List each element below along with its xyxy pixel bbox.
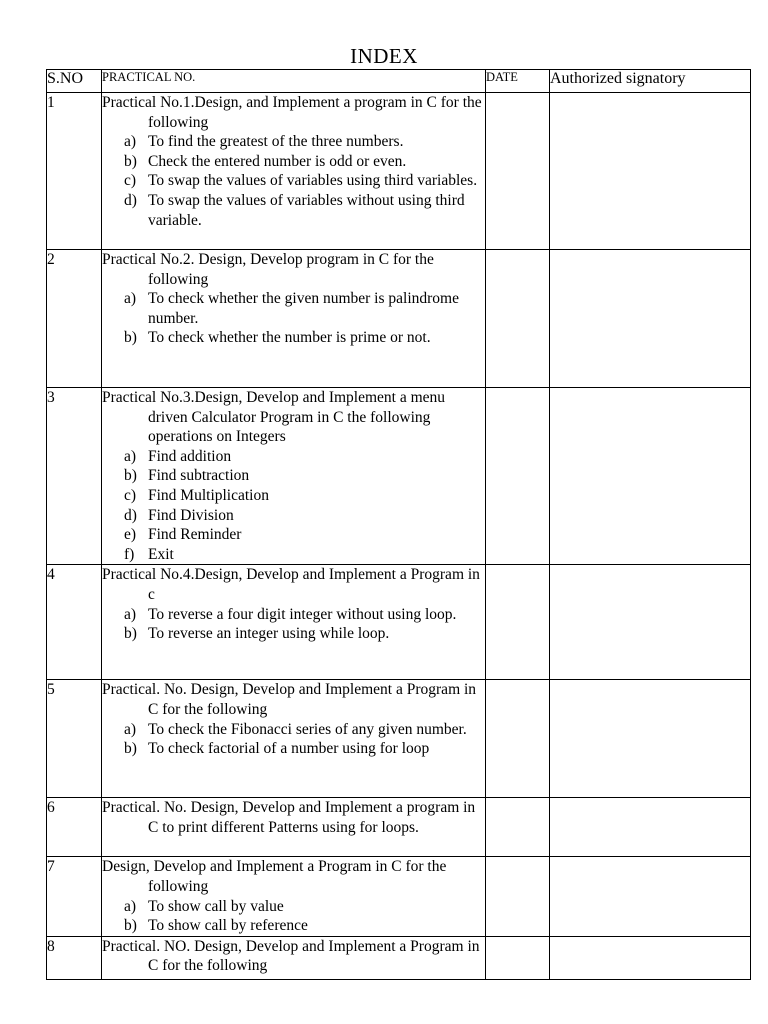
list-item [102,328,485,348]
list-item-text: Check the entered number is odd or even. [148,152,407,170]
list-item-text: To check the Fibonacci series of any given number. [148,720,467,738]
list-item-text: Exit [148,545,174,563]
practical-heading: Practical. NO. Design, Develop and Implement a Program in C for the following [102,937,480,975]
header-sno: S.NO [47,70,102,93]
row-number: 4 [47,565,102,680]
list-item-text: To find the greatest of the three numbers. [148,133,404,151]
row-number: 5 [47,680,102,798]
list-marker: a) [124,720,137,738]
list-marker: d) [124,506,137,524]
list-marker: d) [124,191,137,209]
date-cell [486,565,550,680]
row-number: 1 [47,93,102,250]
list-item [102,289,485,328]
practical-heading: Practical No.2. Design, Develop program in C for the following [102,251,434,288]
signatory-cell [550,680,751,798]
row-number: 7 [47,857,102,936]
list-item-text: Find Division [148,506,234,524]
date-cell [486,680,550,798]
list-marker: b) [124,917,137,935]
list-marker: b) [124,625,137,643]
practical-heading: Practical No.3.Design, Develop and Implement a menu driven Calculator Program in C the following operations on Integers [102,389,446,446]
list-marker: a) [124,605,137,623]
list-marker: a) [124,290,137,308]
list-marker: a) [124,897,137,915]
list-item-text: To check whether the given number is palindrome number. [148,290,459,327]
list-item-text: Find addition [148,447,232,465]
practical-subitems [102,132,485,230]
practical-subitems [102,289,485,348]
practical-description [102,798,486,857]
row-number: 8 [47,936,102,979]
list-item-text: To swap the values of variables without using third variable. [148,191,465,229]
practical-subitems [102,605,485,644]
list-item [102,720,485,740]
list-item-text: Find subtraction [148,467,250,485]
table-row [47,93,751,250]
list-marker: c) [124,172,137,190]
signatory-cell [550,857,751,936]
date-cell [486,250,550,388]
list-item [102,132,485,152]
table-row [47,388,751,565]
list-item-text: To check factorial of a number using for loop [148,740,430,758]
header-signatory: Authorized signatory [550,70,751,93]
date-cell [486,93,550,250]
row-number: 3 [47,388,102,565]
practical-subitems [102,897,485,936]
practical-description [102,857,486,936]
date-cell [486,857,550,936]
list-item-text: To reverse an integer using while loop. [148,625,390,643]
practical-description [102,680,486,798]
table-row [47,680,751,798]
table-row [47,936,751,979]
list-item [102,525,485,545]
practical-heading: Practical No.4.Design, Develop and Implement a Program in c [102,566,480,603]
list-marker: e) [124,526,137,544]
list-item [102,624,485,644]
table-row [47,565,751,680]
page-title: INDEX [350,44,418,68]
list-marker: b) [124,152,137,170]
signatory-cell [550,250,751,388]
practical-subitems [102,720,485,759]
list-item-text: To show call by reference [148,917,308,935]
table-body [47,93,751,980]
header-row [47,70,751,93]
table-row [47,250,751,388]
list-item [102,605,485,625]
practical-description [102,93,486,250]
list-item-text: To show call by value [148,897,284,915]
signatory-cell [550,798,751,857]
list-marker: b) [124,740,137,758]
row-number: 6 [47,798,102,857]
list-marker: a) [124,447,137,465]
table-row [47,857,751,936]
practical-subitems [102,447,485,565]
list-item [102,486,485,506]
list-item [102,739,485,759]
practical-heading: Practical No.1.Design, and Implement a program in C for the following [102,94,482,131]
list-item [102,152,485,172]
practical-heading: Practical. No. Design, Develop and Implement a program in C to print different Patterns using for loops. [102,799,476,836]
header-practical: PRACTICAL NO. [102,70,486,93]
practical-description [102,565,486,680]
practical-description [102,388,486,565]
date-cell [486,388,550,565]
list-marker: c) [124,486,137,504]
row-number: 2 [47,250,102,388]
list-item-text: Find Reminder [148,526,242,544]
list-marker: b) [124,329,137,347]
signatory-cell [550,565,751,680]
header-date: DATE [486,70,550,93]
signatory-cell [550,93,751,250]
practical-description [102,936,486,979]
list-marker: b) [124,467,137,485]
list-item [102,447,485,467]
index-table [46,69,751,980]
list-item [102,466,485,486]
list-marker: f) [124,545,135,563]
list-item-text: To swap the values of variables using third variables. [148,172,478,190]
practical-description [102,250,486,388]
list-item [102,171,485,191]
table-row [47,798,751,857]
date-cell [486,936,550,979]
list-item [102,191,485,230]
list-item [102,506,485,526]
list-marker: a) [124,133,137,151]
date-cell [486,798,550,857]
list-item-text: To check whether the number is prime or not. [148,329,431,347]
list-item-text: To reverse a four digit integer without using loop. [148,605,457,623]
list-item [102,897,485,917]
practical-heading: Practical. No. Design, Develop and Implement a Program in C for the following [102,681,477,718]
practical-heading: Design, Develop and Implement a Program in C for the following [102,858,447,895]
list-item-text: Find Multiplication [148,486,269,504]
list-item [102,916,485,936]
signatory-cell [550,388,751,565]
signatory-cell [550,936,751,979]
list-item [102,545,485,565]
